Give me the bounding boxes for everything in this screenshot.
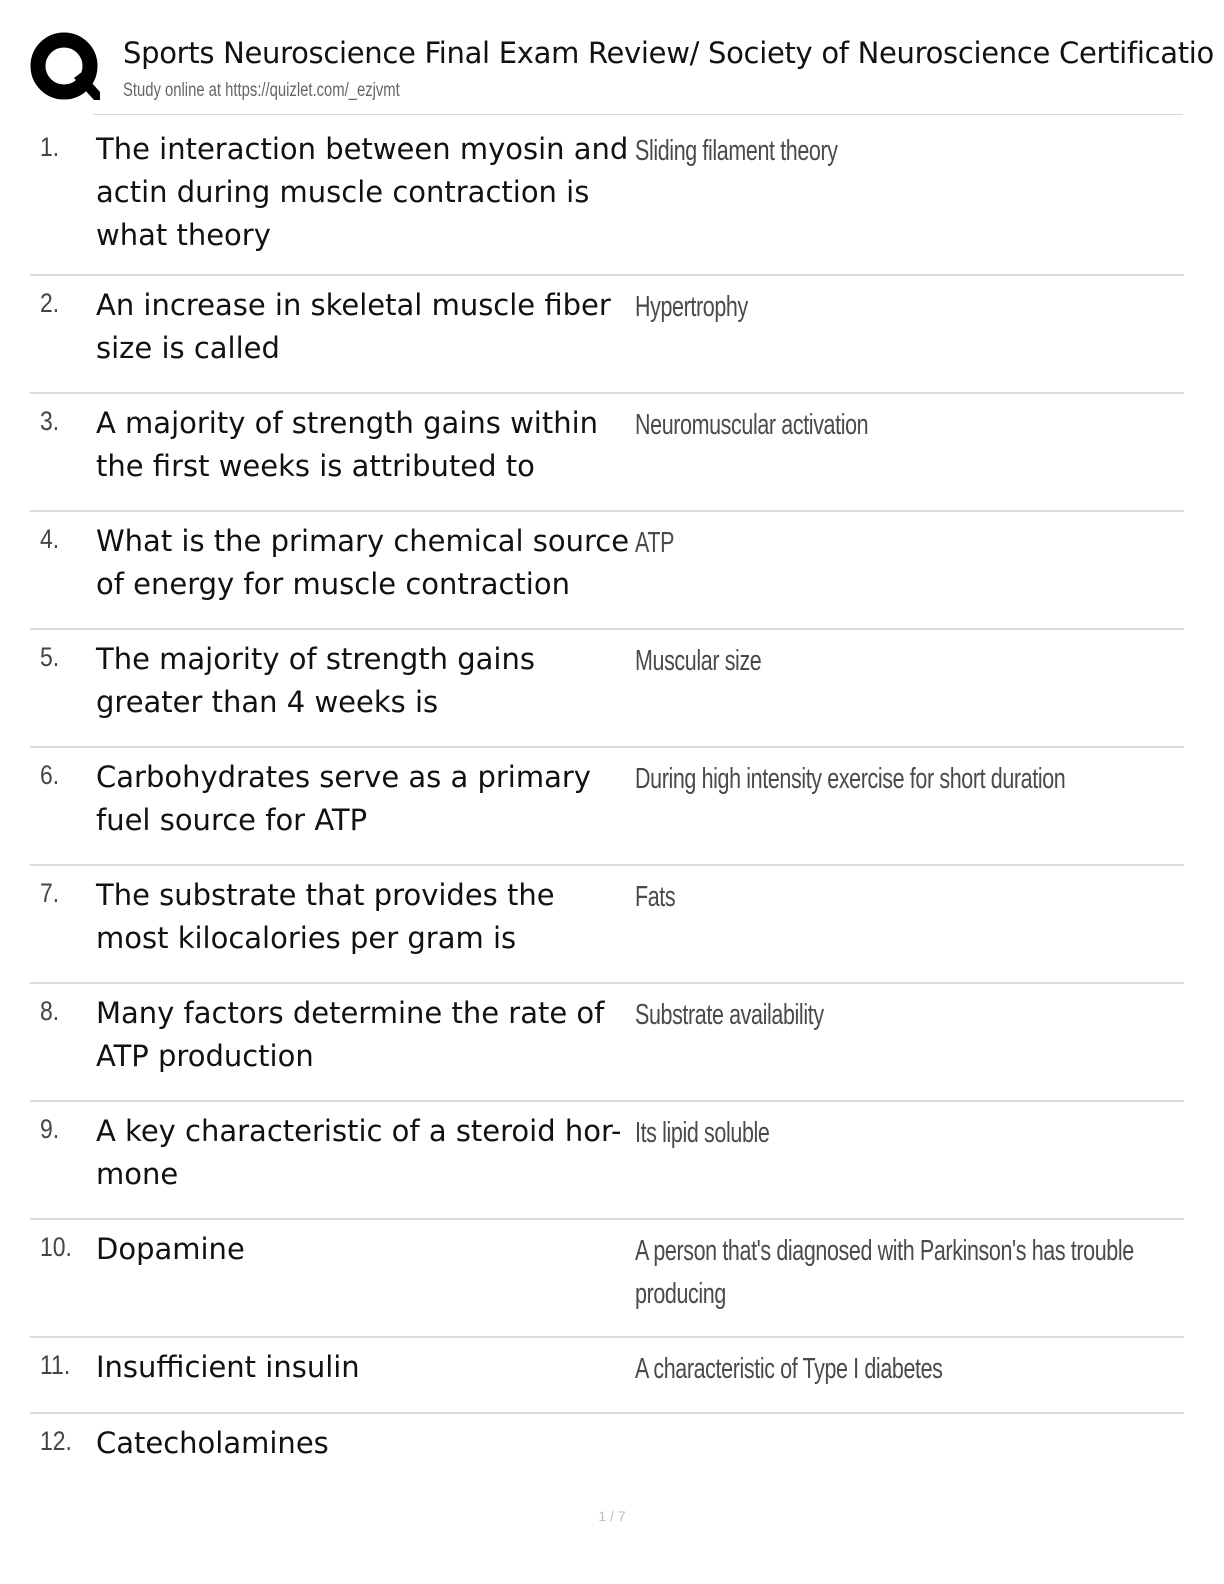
card-definition: Substrate availability (635, 999, 824, 1031)
card-term: A key characteristic of a steroid hor- mone (96, 1114, 622, 1191)
quizlet-q-logo-icon (30, 32, 102, 104)
card-number: 4. (40, 524, 60, 554)
card-definition: During high intensity exercise for short duration (635, 763, 1066, 795)
card-number: 1. (40, 132, 60, 162)
flashcard-row (30, 1220, 1184, 1338)
study-online-link[interactable]: Study online at https://quizlet.com/_ezjvmt (123, 80, 400, 101)
page-number: 1 / 7 (598, 1508, 626, 1524)
flashcard-row (30, 748, 1184, 866)
card-term: The substrate that provides the most kilocalories per gram is (96, 878, 555, 955)
card-term: Many factors determine the rate of ATP production (96, 996, 605, 1073)
card-definition: Its lipid soluble (635, 1117, 770, 1149)
card-definition: Hypertrophy (635, 291, 748, 323)
card-term: The majority of strength gains greater than 4 weeks is (96, 642, 535, 719)
card-definition: Fats (635, 881, 676, 913)
card-definition: A characteristic of Type I diabetes (635, 1353, 943, 1385)
card-term: What is the primary chemical source of energy for muscle contraction (96, 524, 630, 601)
card-number: 5. (40, 642, 60, 672)
card-definition: Neuromuscular activation (635, 409, 869, 441)
page-header (30, 28, 1224, 112)
flashcard-row (30, 394, 1184, 512)
card-term: The interaction between myosin and actin during muscle contraction is what theory (96, 132, 629, 252)
card-term: Catecholamines (96, 1426, 329, 1460)
flashcard-row (30, 866, 1184, 984)
card-definition: Muscular size (635, 645, 762, 677)
card-number: 10. (40, 1232, 72, 1262)
card-term: Insufficient insulin (96, 1350, 360, 1384)
flashcard-row (30, 1414, 1184, 1490)
flashcard-list (30, 120, 1184, 1490)
card-number: 3. (40, 406, 60, 436)
card-number: 2. (40, 288, 60, 318)
document-title: Sports Neuroscience Final Exam Review/ Society of Neuroscience Certificatio (123, 36, 1214, 70)
card-definition: Sliding filament theory (635, 135, 838, 167)
card-term: An increase in skeletal muscle fiber size is called (96, 288, 611, 365)
header-divider (93, 114, 1183, 115)
flashcard-row (30, 1338, 1184, 1414)
card-number: 8. (40, 996, 60, 1026)
card-number: 7. (40, 878, 60, 908)
card-term: Carbohydrates serve as a primary fuel source for ATP (96, 760, 591, 837)
card-number: 9. (40, 1114, 60, 1144)
card-definition: A person that's diagnosed with Parkinson's has trouble producing (635, 1235, 1134, 1310)
card-term: Dopamine (96, 1232, 245, 1266)
card-number: 12. (40, 1426, 72, 1456)
card-term: A majority of strength gains within the first weeks is attributed to (96, 406, 599, 483)
card-number: 11. (40, 1350, 71, 1380)
flashcard-row (30, 1102, 1184, 1220)
flashcard-row (30, 984, 1184, 1102)
card-definition: ATP (635, 527, 675, 559)
flashcard-row (30, 276, 1184, 394)
flashcard-row (30, 630, 1184, 748)
flashcard-row (30, 512, 1184, 630)
flashcard-row (30, 120, 1184, 276)
card-number: 6. (40, 760, 60, 790)
